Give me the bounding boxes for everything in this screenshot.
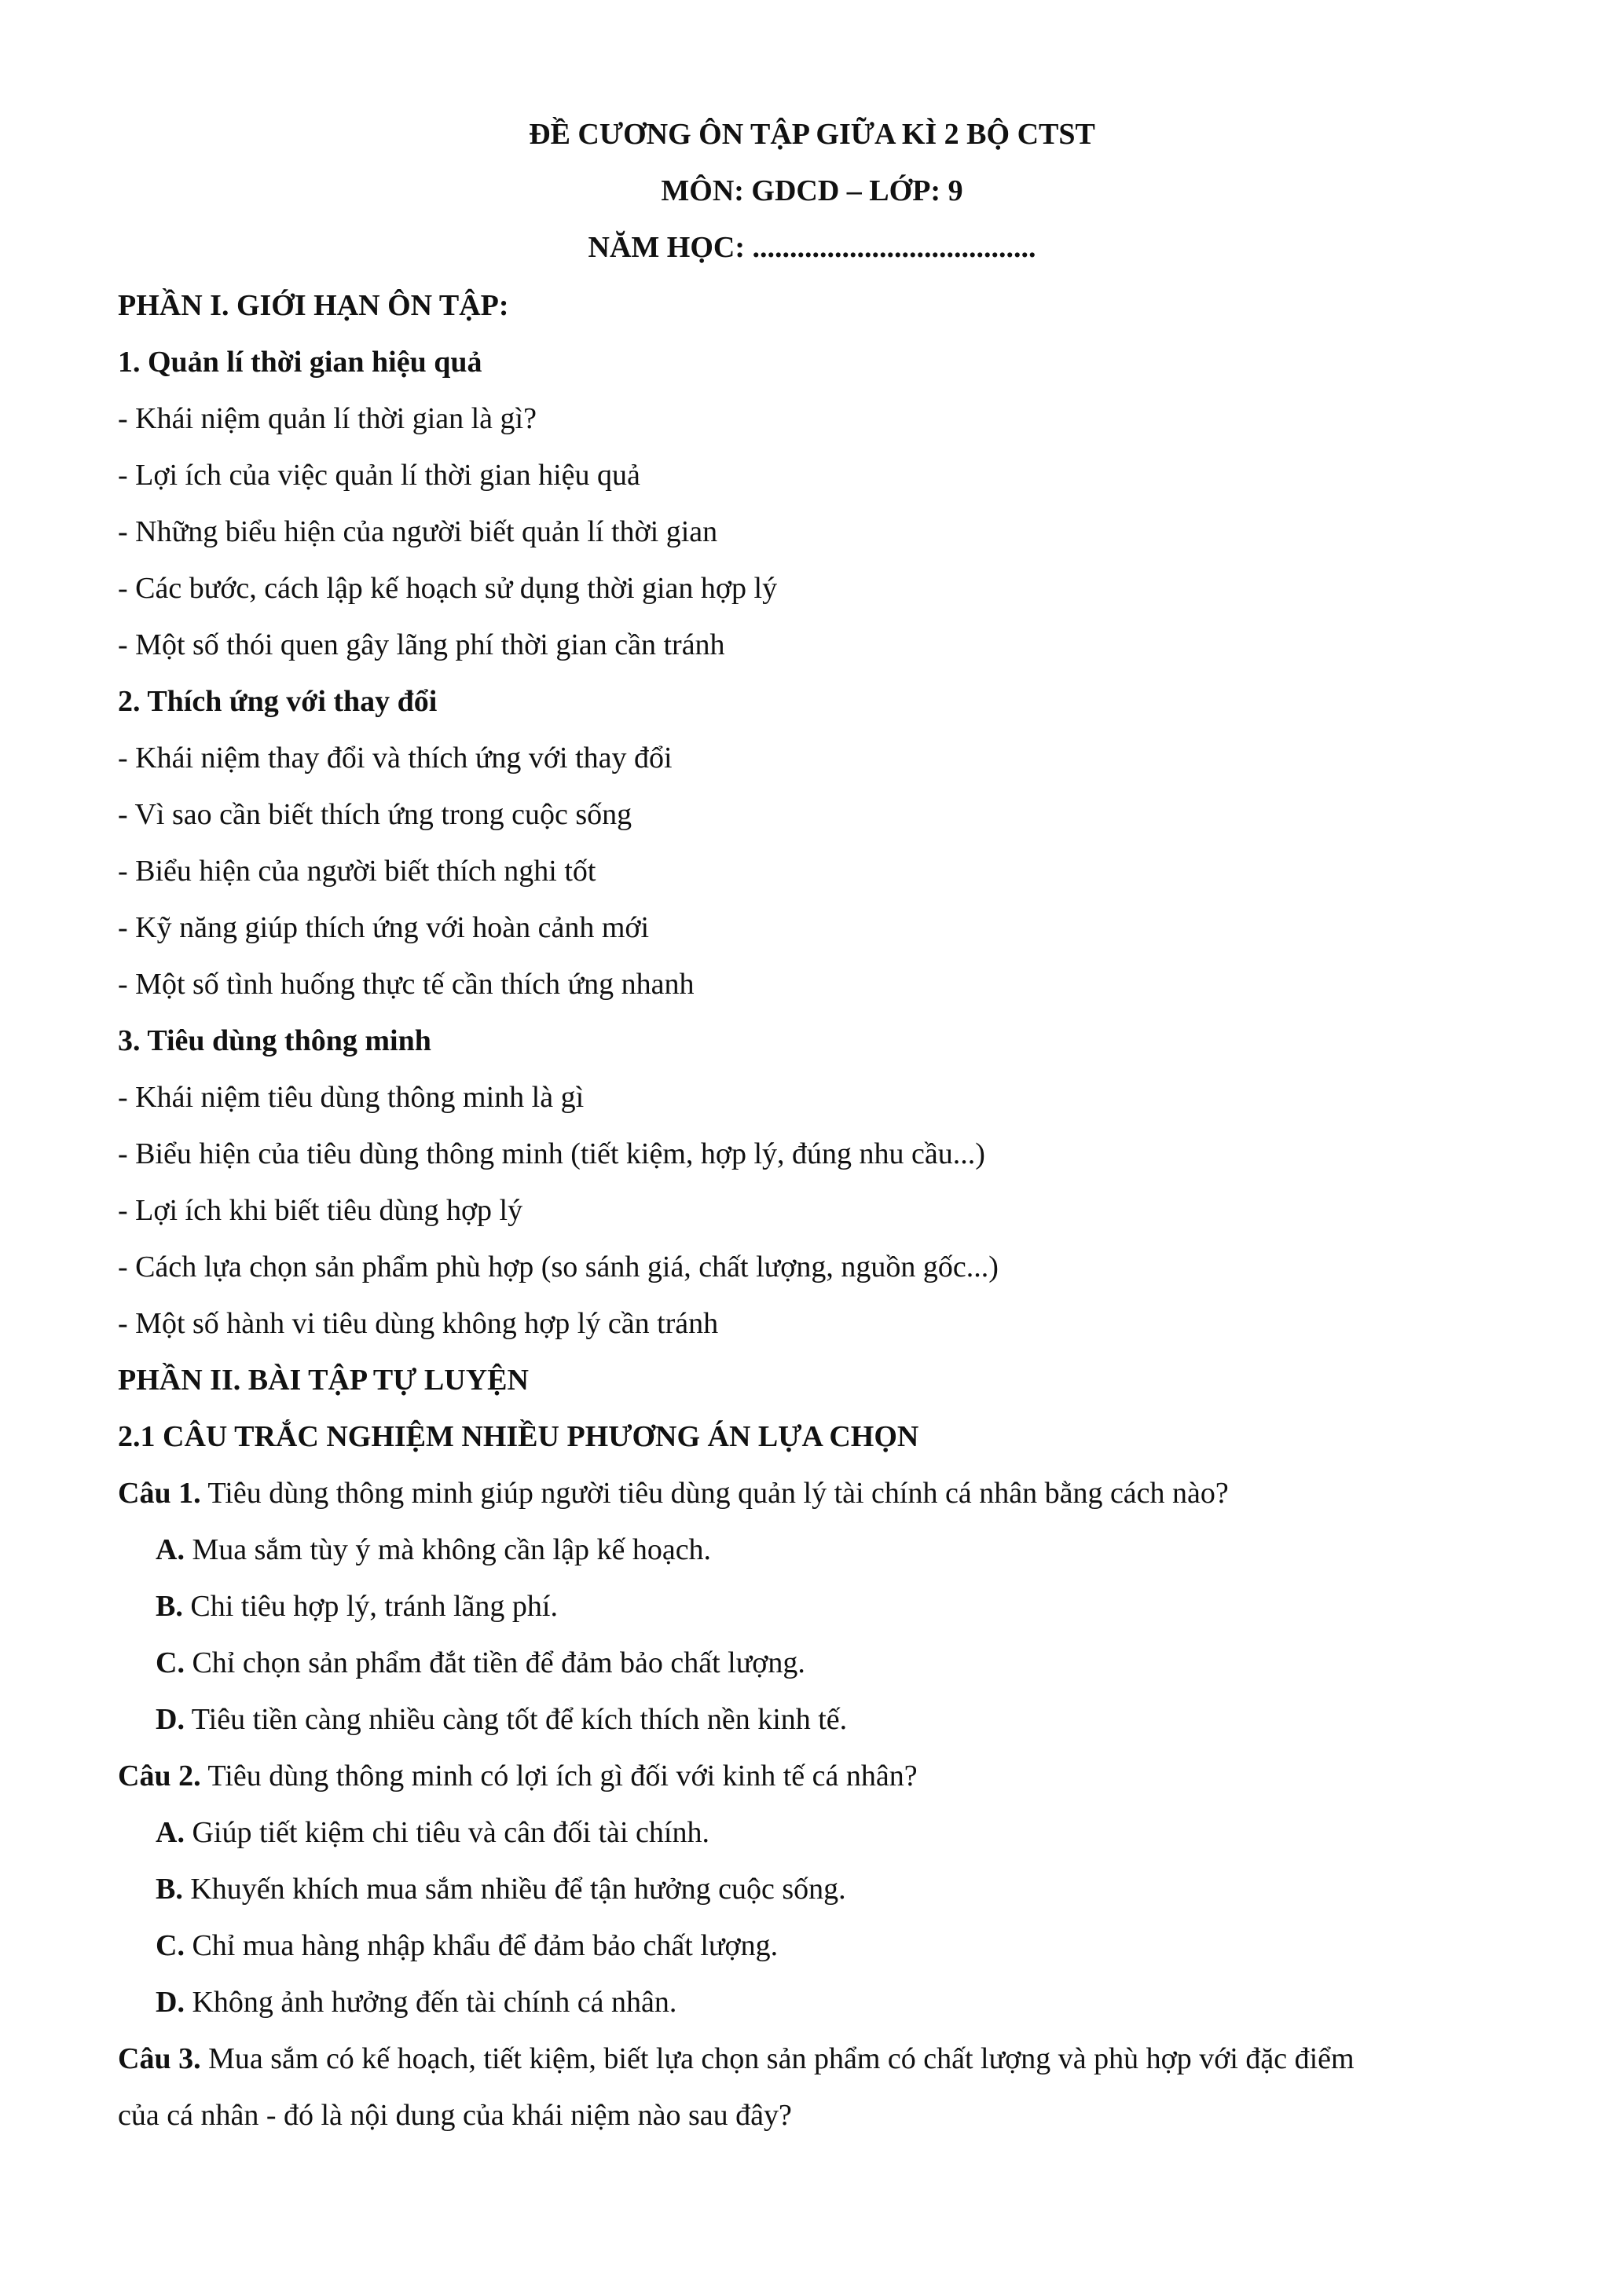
list-item: - Các bước, cách lập kế hoạch sử dụng thời gian hợp lý bbox=[118, 572, 778, 605]
question-1 bbox=[118, 1475, 1229, 1511]
option-b bbox=[156, 1588, 558, 1624]
option-text: Chỉ mua hàng nhập khẩu để đảm bảo chất lượng. bbox=[184, 1929, 779, 1962]
list-item: - Cách lựa chọn sản phẩm phù hợp (so sánh giá, chất lượng, nguồn gốc...) bbox=[118, 1251, 999, 1283]
option-key: B. bbox=[156, 1873, 183, 1906]
option-a bbox=[156, 1532, 711, 1568]
section-2-title: 2. Thích ứng với thay đổi bbox=[118, 685, 438, 718]
option-text: Khuyến khích mua sắm nhiều để tận hưởng cuộc sống. bbox=[182, 1873, 846, 1906]
question-text: Tiêu dùng thông minh giúp người tiêu dùng quản lý tài chính cá nhân bằng cách nào? bbox=[200, 1477, 1229, 1510]
list-item: - Biểu hiện của tiêu dùng thông minh (tiết kiệm, hợp lý, đúng nhu cầu...) bbox=[118, 1137, 985, 1170]
option-d bbox=[156, 1701, 847, 1738]
doc-subject: MÔN: GDCD – LỚP: 9 bbox=[661, 174, 963, 207]
option-d bbox=[156, 1984, 676, 2020]
part2-subheading: 2.1 CÂU TRẮC NGHIỆM NHIỀU PHƯƠNG ÁN LỰA CHỌN bbox=[118, 1420, 919, 1453]
part1-heading: PHẦN I. GIỚI HẠN ÔN TẬP: bbox=[118, 289, 509, 322]
list-item: - Khái niệm thay đổi và thích ứng với thay đổi bbox=[118, 742, 673, 774]
option-key: C. bbox=[156, 1646, 185, 1679]
question-label: Câu 3. bbox=[118, 2042, 201, 2075]
option-key: A. bbox=[156, 1816, 185, 1849]
question-text: Tiêu dùng thông minh có lợi ích gì đối với kinh tế cá nhân? bbox=[200, 1760, 918, 1792]
option-b bbox=[156, 1871, 846, 1907]
question-3 bbox=[118, 2041, 1355, 2077]
list-item: - Một số tình huống thực tế cần thích ứng nhanh bbox=[118, 968, 695, 1001]
question-3-continued: của cá nhân - đó là nội dung của khái niệm nào sau đây? bbox=[118, 2099, 792, 2132]
list-item: - Lợi ích của việc quản lí thời gian hiệu quả bbox=[118, 459, 640, 492]
option-text: Không ảnh hưởng đến tài chính cá nhân. bbox=[184, 1986, 677, 2019]
option-text: Chi tiêu hợp lý, tránh lãng phí. bbox=[182, 1590, 558, 1623]
list-item: - Khái niệm tiêu dùng thông minh là gì bbox=[118, 1081, 585, 1114]
question-2 bbox=[118, 1758, 918, 1794]
option-text: Giúp tiết kiệm chi tiêu và cân đối tài chính. bbox=[184, 1816, 709, 1849]
option-c bbox=[156, 1928, 778, 1964]
option-key: D. bbox=[156, 1703, 185, 1736]
list-item: - Vì sao cần biết thích ứng trong cuộc sống bbox=[118, 798, 632, 831]
question-text: Mua sắm có kế hoạch, tiết kiệm, biết lựa chọn sản phẩm có chất lượng và phù hợp với đặc điểm bbox=[200, 2042, 1355, 2075]
list-item: - Một số thói quen gây lãng phí thời gian cần tránh bbox=[118, 628, 725, 661]
list-item: - Kỹ năng giúp thích ứng với hoàn cảnh mới bbox=[118, 911, 650, 944]
section-1-title: 1. Quản lí thời gian hiệu quả bbox=[118, 346, 482, 379]
list-item: - Một số hành vi tiêu dùng không hợp lý cần tránh bbox=[118, 1307, 719, 1340]
doc-year: NĂM HỌC: ...................................... bbox=[588, 231, 1036, 264]
list-item: - Lợi ích khi biết tiêu dùng hợp lý bbox=[118, 1194, 523, 1227]
option-key: C. bbox=[156, 1929, 185, 1962]
option-key: D. bbox=[156, 1986, 185, 2019]
part2-heading: PHẦN II. BÀI TẬP TỰ LUYỆN bbox=[118, 1364, 529, 1397]
option-text: Chỉ chọn sản phẩm đắt tiền để đảm bảo chất lượng. bbox=[184, 1646, 805, 1679]
option-text: Mua sắm tùy ý mà không cần lập kế hoạch. bbox=[184, 1533, 712, 1566]
question-label: Câu 2. bbox=[118, 1760, 201, 1792]
option-key: A. bbox=[156, 1533, 185, 1566]
option-text: Tiêu tiền càng nhiều càng tốt để kích thích nền kinh tế. bbox=[184, 1703, 848, 1736]
list-item: - Khái niệm quản lí thời gian là gì? bbox=[118, 402, 537, 435]
list-item: - Những biểu hiện của người biết quản lí thời gian bbox=[118, 515, 718, 548]
option-key: B. bbox=[156, 1590, 183, 1623]
doc-title: ĐỀ CƯƠNG ÔN TẬP GIỮA KÌ 2 BỘ CTST bbox=[529, 118, 1095, 151]
option-a bbox=[156, 1814, 709, 1851]
list-item: - Biểu hiện của người biết thích nghi tốt bbox=[118, 855, 596, 888]
question-label: Câu 1. bbox=[118, 1477, 201, 1510]
section-3-title: 3. Tiêu dùng thông minh bbox=[118, 1024, 431, 1057]
option-c bbox=[156, 1645, 805, 1681]
